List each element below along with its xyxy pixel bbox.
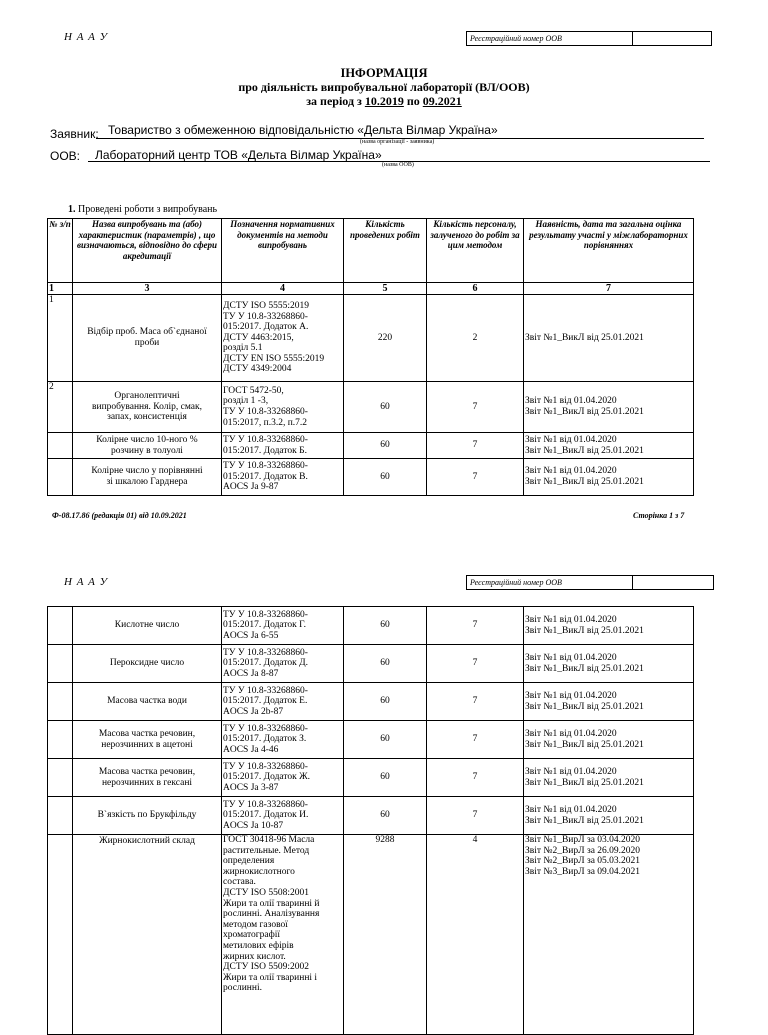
cell-line: 015:2017. Додаток В. bbox=[223, 471, 308, 482]
period-to: 09.2021 bbox=[422, 94, 462, 108]
table-page1 bbox=[47, 218, 694, 496]
naau-header-page2: Н А А У bbox=[64, 576, 109, 588]
cell-work-count: 60 bbox=[344, 645, 427, 683]
cell-test-name bbox=[73, 433, 222, 459]
header-name: Назва випробувань та (або) характеристик (параметрів) , що визначаються, відповідно до сфери акредитації bbox=[73, 219, 222, 283]
cell-line: Звіт №1_ВикЛ від 25.01.2021 bbox=[525, 777, 644, 788]
table-row bbox=[48, 295, 694, 382]
cell-line: нерозчинних в гексані bbox=[101, 777, 193, 788]
cell-row-number bbox=[48, 683, 73, 721]
cell-line: Звіт №1 від 01.04.2020 bbox=[525, 396, 617, 407]
header-count: Кількість проведених робіт bbox=[344, 219, 427, 283]
cell-line: состава. bbox=[223, 877, 256, 888]
applicant-caption: (назва організації - заявника) bbox=[360, 139, 435, 145]
cell-line: Звіт №1_ВикЛ від 25.01.2021 bbox=[525, 739, 644, 750]
cell-line: Звіт №3_ВирЛ за 09.04.2021 bbox=[525, 866, 641, 877]
cell-line: рослинні. bbox=[223, 983, 262, 994]
table-row bbox=[48, 459, 694, 496]
naau-header: Н А А У bbox=[64, 31, 109, 43]
cell-line: Звіт №1_ВикЛ від 25.01.2021 bbox=[525, 477, 644, 487]
header-num: № з/п bbox=[48, 219, 73, 283]
cell-comparison-results bbox=[524, 721, 694, 759]
table-row bbox=[48, 797, 694, 835]
cell-staff-count: 7 bbox=[427, 797, 524, 835]
cell-test-name bbox=[73, 797, 222, 835]
cell-row-number bbox=[48, 607, 73, 645]
oov-caption: (назва ООВ) bbox=[382, 162, 414, 168]
cell-staff-count: 7 bbox=[427, 759, 524, 797]
cell-work-count: 60 bbox=[344, 607, 427, 645]
cell-line: ТУ У 10.8-33268860- bbox=[223, 799, 308, 810]
footer-form-code: Ф-08.17.86 (редакція 01) від 10.09.2021 bbox=[52, 511, 187, 520]
cell-line: ТУ У 10.8-33268860- bbox=[223, 407, 308, 417]
cell-line: 015:2017. Додаток Д. bbox=[223, 658, 309, 669]
cell-line: ДСТУ 4349:2004 bbox=[223, 364, 292, 375]
cell-line: Колірне число 10-ного % bbox=[96, 434, 198, 445]
column-number-row bbox=[48, 283, 694, 295]
cell-line: Звіт №1 від 01.04.2020 bbox=[525, 434, 617, 445]
cell-row-number bbox=[48, 459, 73, 496]
cell-line: ДСТУ ISO 5508:2001 bbox=[223, 887, 310, 898]
cell-line: AOCS Ja 4-46 bbox=[223, 744, 279, 755]
cell-work-count: 60 bbox=[344, 721, 427, 759]
section-heading bbox=[68, 204, 217, 215]
cell-work-count: 60 bbox=[344, 797, 427, 835]
cell-method-docs bbox=[222, 835, 344, 1035]
cell-line: Жири та олії тваринні й bbox=[223, 898, 320, 909]
cell-comparison-results bbox=[524, 459, 694, 496]
cell-test-name bbox=[73, 295, 222, 382]
cell-line: Звіт №1_ВирЛ за 03.04.2020 bbox=[525, 835, 641, 845]
cell-staff-count: 7 bbox=[427, 607, 524, 645]
column-number: 3 bbox=[73, 283, 222, 295]
column-number: 6 bbox=[427, 283, 524, 295]
cell-line: Звіт №1_ВикЛ від 25.01.2021 bbox=[525, 815, 644, 826]
cell-method-docs bbox=[222, 433, 344, 459]
cell-line: ТУ У 10.8-33268860- bbox=[223, 761, 308, 772]
table-row bbox=[48, 835, 694, 1035]
header-docs: Позначення нормативних документів на методи випробувань bbox=[222, 219, 344, 283]
cell-line: определения bbox=[223, 856, 275, 867]
oov-value: Лабораторний центр ТОВ «Дельта Вілмар Україна» bbox=[95, 148, 382, 162]
cell-line: 015:2017. Додаток И. bbox=[223, 810, 309, 821]
cell-test-name bbox=[73, 759, 222, 797]
cell-line: Звіт №1_ВикЛ від 25.01.2021 bbox=[525, 407, 644, 417]
cell-row-number: 1 bbox=[48, 295, 73, 382]
cell-line: Пероксидне число bbox=[109, 658, 185, 669]
cell-comparison-results bbox=[524, 382, 694, 433]
cell-comparison-results bbox=[524, 645, 694, 683]
header-staff: Кількість персоналу, залученого до робіт за цим методом bbox=[427, 219, 524, 283]
cell-line: В`язкість по Брукфільду bbox=[97, 810, 197, 821]
cell-line: Звіт №2_ВирЛ за 26.09.2020 bbox=[525, 845, 641, 856]
cell-work-count: 60 bbox=[344, 433, 427, 459]
cell-staff-count: 7 bbox=[427, 433, 524, 459]
applicant-value: Товариство з обмеженною відповідальністю «Дельта Вілмар Україна» bbox=[108, 123, 498, 137]
cell-line: 015:2017. Додаток Ж. bbox=[223, 772, 311, 783]
cell-line: Масова частка води bbox=[107, 696, 187, 707]
cell-line: Масова частка речовин, bbox=[98, 766, 196, 777]
cell-line: розділ 1 -3, bbox=[223, 396, 269, 407]
cell-test-name bbox=[73, 459, 222, 496]
cell-test-name bbox=[73, 683, 222, 721]
cell-line: AOCS Ja 3-87 bbox=[223, 782, 279, 793]
cell-test-name bbox=[73, 607, 222, 645]
cell-line: жирних кислот. bbox=[223, 951, 286, 962]
cell-line: розчину в толуолі bbox=[111, 445, 183, 456]
period-mid: по bbox=[406, 94, 420, 108]
cell-test-name bbox=[73, 721, 222, 759]
cell-method-docs bbox=[222, 797, 344, 835]
cell-line: ДСТУ 4463:2015, bbox=[223, 332, 294, 343]
cell-row-number bbox=[48, 797, 73, 835]
oov-label: ООВ: bbox=[50, 149, 81, 163]
cell-line: 015:2017, п.3.2, п.7.2 bbox=[223, 417, 308, 428]
cell-line: ДСТУ ISO 5555:2019 bbox=[223, 300, 310, 311]
table-row bbox=[48, 382, 694, 433]
cell-line: растительные. Метод bbox=[223, 845, 310, 856]
cell-line: ДСТУ ISO 5509:2002 bbox=[223, 962, 310, 973]
cell-line: проби bbox=[134, 338, 160, 348]
cell-line: Звіт №1 від 01.04.2020 bbox=[525, 690, 617, 701]
cell-line: Відбір проб. Маса об`єднаної bbox=[87, 327, 207, 338]
cell-line: 015:2017. Додаток Б. bbox=[223, 445, 307, 456]
cell-line: ДСТУ EN ISO 5555:2019 bbox=[223, 353, 325, 364]
section-title: Проведені роботи з випробувань bbox=[78, 204, 218, 215]
cell-method-docs bbox=[222, 645, 344, 683]
cell-line: ГОСТ 30418-96 Масла bbox=[223, 835, 315, 845]
cell-line: ТУ У 10.8-33268860- bbox=[223, 461, 308, 472]
table-row bbox=[48, 721, 694, 759]
cell-line: Звіт №1 від 01.04.2020 bbox=[525, 804, 617, 815]
cell-line: рослинні. Аналізування bbox=[223, 909, 320, 920]
cell-method-docs bbox=[222, 459, 344, 496]
table-row bbox=[48, 759, 694, 797]
cell-method-docs bbox=[222, 382, 344, 433]
cell-method-docs bbox=[222, 607, 344, 645]
cell-line: Звіт №1 від 01.04.2020 bbox=[525, 466, 617, 477]
cell-line: Жири та олії тваринні і bbox=[223, 972, 318, 983]
cell-line: AOCS Ja 6-55 bbox=[223, 630, 279, 641]
doc-subtitle: про діяльність випробувальної лабораторії (ВЛ/ООВ) bbox=[238, 80, 530, 94]
cell-method-docs bbox=[222, 683, 344, 721]
registration-label-page2: Реєстраційний номер ООВ bbox=[467, 576, 633, 589]
column-number: 7 bbox=[524, 283, 694, 295]
cell-work-count: 9288 bbox=[344, 835, 427, 1035]
cell-row-number bbox=[48, 433, 73, 459]
cell-line: Звіт №1_ВикЛ від 25.01.2021 bbox=[525, 663, 644, 674]
cell-staff-count: 7 bbox=[427, 382, 524, 433]
registration-value-page2 bbox=[633, 576, 711, 589]
cell-line: Звіт №1 від 01.04.2020 bbox=[525, 728, 617, 739]
cell-method-docs bbox=[222, 721, 344, 759]
cell-staff-count: 7 bbox=[427, 459, 524, 496]
cell-line: AOCS Ja 8-87 bbox=[223, 668, 279, 679]
cell-line: Звіт №1_ВикЛ від 25.01.2021 bbox=[525, 701, 644, 712]
cell-line: ТУ У 10.8-33268860- bbox=[223, 311, 308, 322]
table-header-row bbox=[48, 219, 694, 283]
cell-staff-count: 7 bbox=[427, 721, 524, 759]
header-results: Наявність, дата та загальна оцінка результату участі у міжлабораторних порівняннях bbox=[524, 219, 694, 283]
cell-line: хроматографії bbox=[223, 930, 281, 941]
cell-line: Звіт №2_ВирЛ за 05.03.2021 bbox=[525, 856, 641, 867]
cell-line: Кислотне число bbox=[114, 620, 180, 631]
registration-box-page2 bbox=[466, 575, 714, 590]
registration-value bbox=[633, 32, 711, 45]
cell-staff-count: 4 bbox=[427, 835, 524, 1035]
cell-comparison-results bbox=[524, 759, 694, 797]
cell-row-number bbox=[48, 835, 73, 1035]
cell-line: Звіт №1_ВикЛ від 25.01.2021 bbox=[525, 445, 644, 456]
cell-line: ГОСТ 5472-50, bbox=[223, 385, 284, 396]
cell-method-docs bbox=[222, 295, 344, 382]
cell-line: нерозчинних в ацетоні bbox=[101, 739, 193, 750]
cell-line: ТУ У 10.8-33268860- bbox=[223, 434, 308, 445]
cell-comparison-results bbox=[524, 433, 694, 459]
cell-line: Звіт №1 від 01.04.2020 bbox=[525, 614, 617, 625]
cell-work-count: 220 bbox=[344, 295, 427, 382]
registration-box bbox=[466, 31, 712, 46]
cell-line: методом газової bbox=[223, 919, 288, 930]
cell-line: AOCS Ja 10-87 bbox=[223, 820, 284, 831]
cell-line: Колірне число у порівнянні bbox=[91, 466, 203, 477]
cell-line: запах, консистенція bbox=[107, 412, 187, 423]
cell-comparison-results bbox=[524, 607, 694, 645]
cell-comparison-results bbox=[524, 797, 694, 835]
cell-line: Жирнокислотний склад bbox=[99, 836, 195, 846]
cell-line: AOCS Ja 2b-87 bbox=[223, 706, 284, 717]
period-from: 10.2019 bbox=[364, 94, 404, 108]
cell-staff-count: 2 bbox=[427, 295, 524, 382]
cell-work-count: 60 bbox=[344, 759, 427, 797]
cell-staff-count: 7 bbox=[427, 683, 524, 721]
cell-line: Масова частка речовин, bbox=[98, 728, 196, 739]
cell-work-count: 60 bbox=[344, 382, 427, 433]
cell-line: ТУ У 10.8-33268860- bbox=[223, 685, 308, 696]
cell-line: ТУ У 10.8-33268860- bbox=[223, 647, 308, 658]
cell-line: Звіт №1 від 01.04.2020 bbox=[525, 766, 617, 777]
table-row bbox=[48, 433, 694, 459]
section-number: 1. bbox=[68, 204, 76, 215]
cell-line: 015:2017. Додаток Г. bbox=[223, 620, 306, 631]
table-row bbox=[48, 607, 694, 645]
column-number: 1 bbox=[48, 283, 73, 295]
cell-row-number bbox=[48, 721, 73, 759]
cell-line: метилових ефірів bbox=[223, 940, 294, 951]
cell-line: зі шкалою Гарднера bbox=[106, 477, 188, 487]
cell-line: випробування. Колір, смак, bbox=[92, 401, 202, 412]
cell-line: 015:2017. Додаток З. bbox=[223, 734, 307, 745]
cell-test-name bbox=[73, 382, 222, 433]
cell-line: Звіт №1_ВикЛ від 25.01.2021 bbox=[525, 625, 644, 636]
cell-line: ТУ У 10.8-33268860- bbox=[223, 609, 308, 620]
doc-period bbox=[0, 94, 768, 109]
cell-line: AOCS Ja 9-87 bbox=[223, 482, 279, 493]
table-body-page1 bbox=[48, 295, 694, 496]
table-body-page2 bbox=[48, 607, 694, 1035]
period-prefix: за період з bbox=[306, 94, 362, 108]
table-row bbox=[48, 683, 694, 721]
cell-method-docs bbox=[222, 759, 344, 797]
table-page2 bbox=[47, 606, 694, 1035]
cell-work-count: 60 bbox=[344, 683, 427, 721]
cell-line: ТУ У 10.8-33268860- bbox=[223, 723, 308, 734]
cell-comparison-results bbox=[524, 295, 694, 382]
cell-comparison-results bbox=[524, 683, 694, 721]
cell-line: 015:2017. Додаток Е. bbox=[223, 696, 308, 707]
footer-page-number: Сторінка 1 з 7 bbox=[633, 511, 685, 520]
cell-test-name bbox=[73, 645, 222, 683]
cell-row-number bbox=[48, 759, 73, 797]
doc-title: ІНФОРМАЦІЯ bbox=[340, 66, 428, 80]
cell-line: 015:2017. Додаток А. bbox=[223, 322, 309, 333]
cell-line: Органолептичні bbox=[114, 391, 180, 402]
cell-row-number bbox=[48, 645, 73, 683]
cell-test-name bbox=[73, 835, 222, 1035]
cell-line: Звіт №1_ВикЛ від 25.01.2021 bbox=[525, 332, 644, 343]
cell-row-number: 2 bbox=[48, 382, 73, 433]
column-number: 4 bbox=[222, 283, 344, 295]
registration-label: Реєстраційний номер ООВ bbox=[467, 32, 633, 45]
table-row bbox=[48, 645, 694, 683]
cell-line: Звіт №1 від 01.04.2020 bbox=[525, 652, 617, 663]
applicant-label: Заявник: bbox=[50, 127, 99, 141]
column-number: 5 bbox=[344, 283, 427, 295]
cell-work-count: 60 bbox=[344, 459, 427, 496]
cell-line: розділ 5.1 bbox=[223, 343, 263, 354]
cell-comparison-results bbox=[524, 835, 694, 1035]
cell-line: жирнокислотного bbox=[223, 866, 295, 877]
cell-staff-count: 7 bbox=[427, 645, 524, 683]
